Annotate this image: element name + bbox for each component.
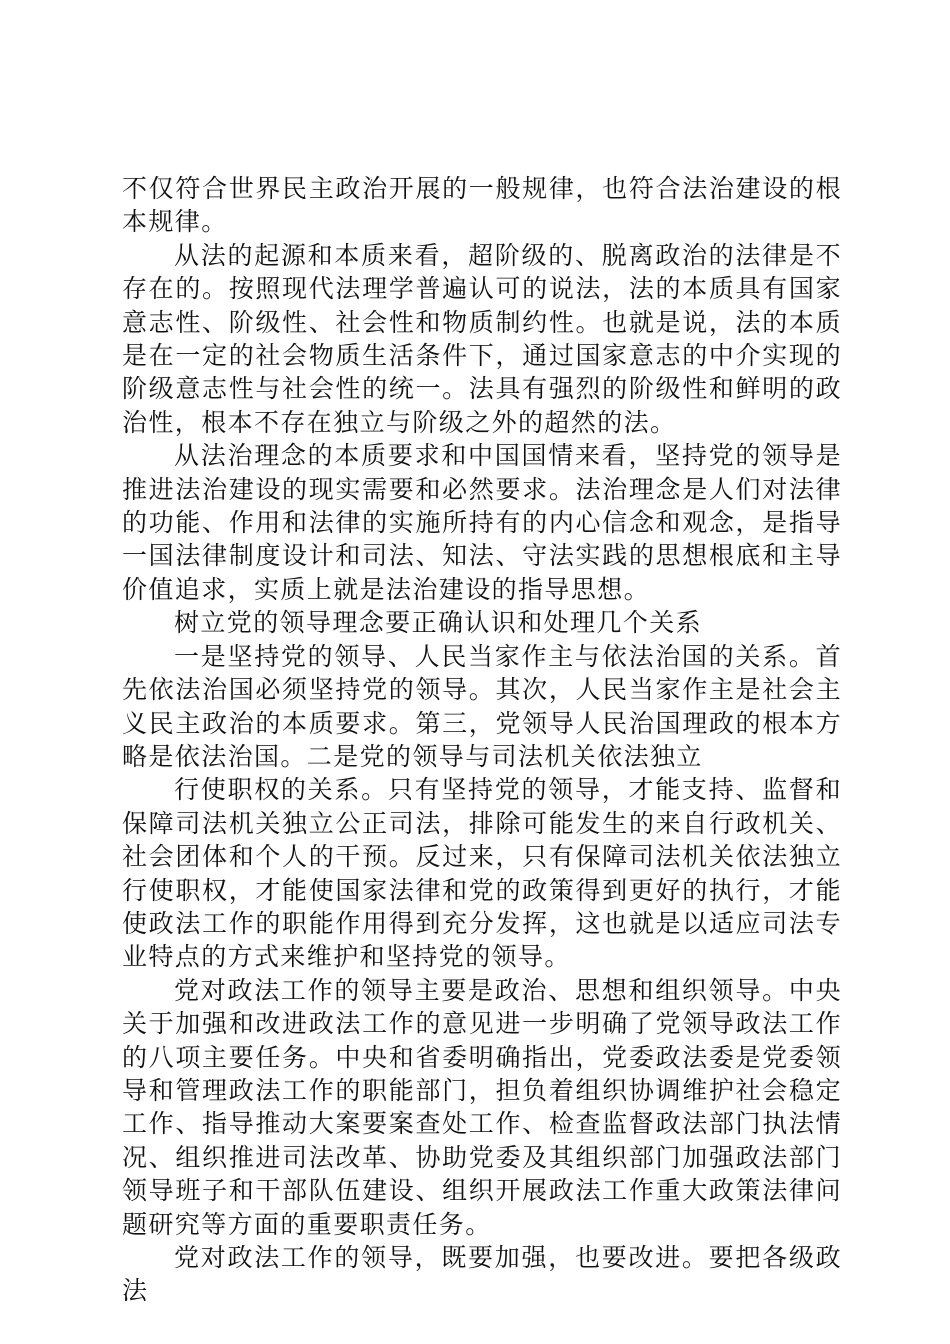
paragraph-5: 一是坚持党的领导、人民当家作主与依法治国的关系。首先依法治国必须坚持党的领导。其次，人民当家作主是社会主义民主政治的本质要求。第三，党领导人民治国理政的根本方略是依法治国。二是党的领导与司法机关依法独立 [122, 641, 842, 771]
paragraph-7: 党对政法工作的领导主要是政治、思想和组织领导。中央关于加强和改进政法工作的意见进一步明确了党领导政法工作的八项主要任务。中央和省委明确指出，党委政法委是党委领导和管理政法工作的职能部门，担负着组织协调维护社会稳定工作、指导推动大案要案查处工作、检查监督政法部门执法情况、组织推进司法改革、协助党委及其组织部门加强政法部门领导班子和干部队伍建设、组织开展政法工作重大政策法律问题研究等方面的重要职责任务。 [122, 975, 842, 1239]
paragraph-8: 党对政法工作的领导，既要加强，也要改进。要把各级政法 [122, 1243, 842, 1306]
paragraph-1: 不仅符合世界民主政治开展的一般规律，也符合法治建设的根本规律。 [122, 174, 842, 237]
paragraph-3: 从法治理念的本质要求和中国国情来看，坚持党的领导是推进法治建设的现实需要和必然要求。法治理念是人们对法律的功能、作用和法律的实施所持有的内心信念和观念，是指导一国法律制度设计和司法、知法、守法实践的思想根底和主导价值追求，实质上就是法治建设的指导思想。 [122, 441, 842, 604]
section-heading: 树立党的领导理念要正确认识和处理几个关系 [174, 608, 703, 638]
paragraph-6: 行使职权的关系。只有坚持党的领导，才能支持、监督和保障司法机关独立公正司法，排除可能发生的来自行政机关、社会团体和个人的干预。反过来，只有保障司法机关依法独立行使职权，才能使国家法律和党的政策得到更好的执行，才能使政法工作的职能作用得到充分发挥，这也就是以适应司法专业特点的方式来维护和坚持党的领导。 [122, 775, 842, 972]
paragraph-2: 从法的起源和本质来看，超阶级的、脱离政治的法律是不存在的。按照现代法理学普遍认可的说法，法的本质具有国家意志性、阶级性、社会性和物质制约性。也就是说，法的本质是在一定的社会物质生活条件下，通过国家意志的中介实现的阶级意志性与社会性的统一。法具有强烈的阶级性和鲜明的政治性，根本不存在独立与阶级之外的超然的法。 [122, 240, 842, 437]
body-text [122, 172, 842, 1308]
